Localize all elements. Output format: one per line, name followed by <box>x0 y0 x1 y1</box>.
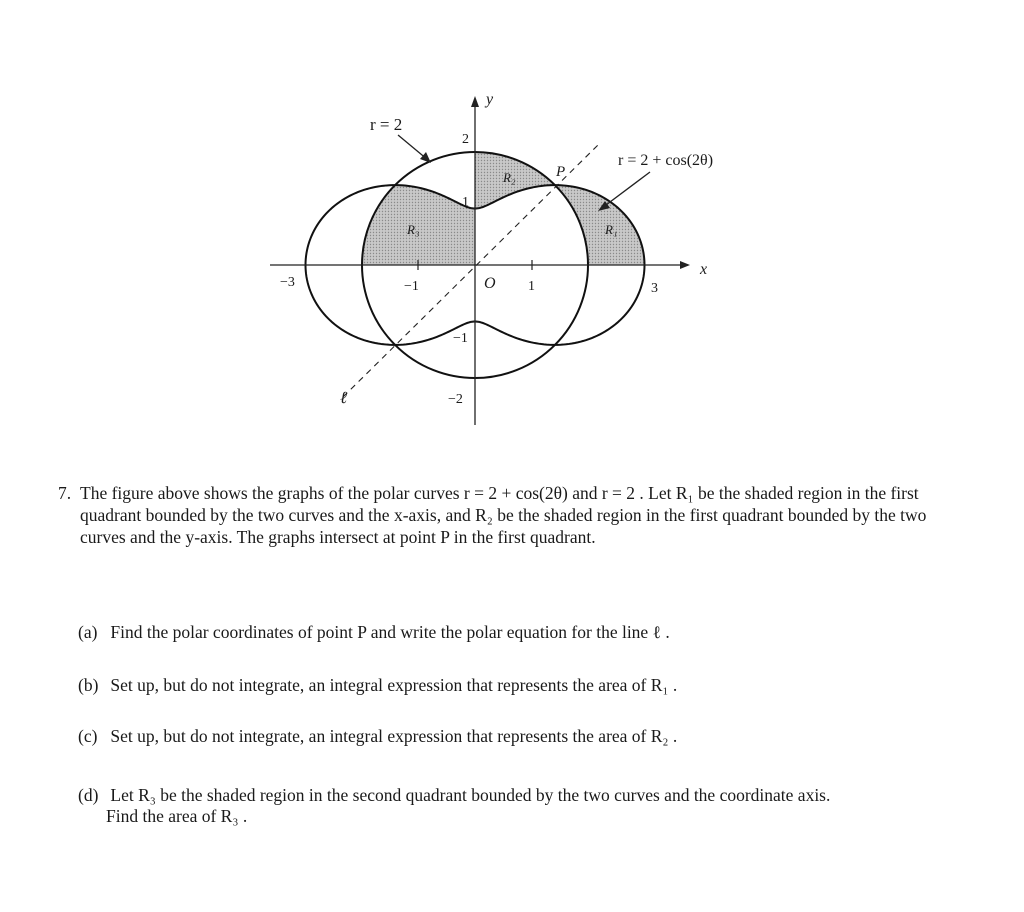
region-r1-shading <box>555 185 645 265</box>
y-tick-label: 1 <box>462 195 469 210</box>
line-l-label: ℓ <box>340 388 348 407</box>
region-r3-label: R₃ <box>407 222 420 237</box>
part-text: Set up, but do not integrate, an integral expression that represents the area of R₂ . <box>110 726 678 746</box>
x-tick-label: 3 <box>651 281 658 296</box>
x-axis-arrow <box>680 261 690 269</box>
part-label: (d) <box>78 785 99 805</box>
part-b <box>78 673 948 697</box>
rose-pointer-arrow <box>602 172 650 208</box>
part-text: Let R₃ be the shaded region in the second quadrant bounded by the two curves and the coordinate axis. <box>110 785 831 805</box>
x-tick-label: −3 <box>280 275 295 290</box>
part-d-continuation: Find the area of R₃ . <box>106 806 248 826</box>
line-l <box>343 143 600 397</box>
part-a <box>78 620 948 644</box>
part-label: (a) <box>78 622 98 642</box>
y-tick-label: 2 <box>462 132 469 147</box>
y-tick-label: −1 <box>453 331 468 346</box>
problem-number: 7. <box>58 483 72 503</box>
point-p-label: P <box>556 164 566 180</box>
part-c <box>78 724 948 748</box>
origin-label: O <box>484 275 496 292</box>
part-d <box>78 783 948 807</box>
x-tick-label: −1 <box>404 279 419 294</box>
x-tick-label: 1 <box>528 279 535 294</box>
y-axis-arrow <box>471 96 479 107</box>
y-axis-label: y <box>486 91 494 108</box>
problem-stem: The figure above shows the graphs of the polar curves r = 2 + cos(2θ) and r = 2 . Let R₁ be the shaded region in the first quadrant bounded by the two curves and the x-axis, and R₂ be the shaded region in the first quadrant bounded by the two curves and the y-axis. The graphs intersect at point P in the first quadrant. <box>80 483 927 547</box>
rose-curve-label: r = 2 + cos(2θ) <box>618 152 714 169</box>
region-r1-label: R₁ <box>605 222 618 237</box>
part-label: (b) <box>78 675 99 695</box>
region-r2-label: R₂ <box>503 170 516 185</box>
part-text: Find the polar coordinates of point P and write the polar equation for the line ℓ . <box>110 622 670 642</box>
x-axis-label: x <box>700 261 708 278</box>
problem-statement <box>58 482 938 548</box>
part-text: Set up, but do not integrate, an integral expression that represents the area of R₁ . <box>110 675 678 695</box>
part-label: (c) <box>78 726 98 746</box>
y-tick-label: −2 <box>448 392 463 407</box>
circle-curve-label: r = 2 <box>370 115 403 134</box>
